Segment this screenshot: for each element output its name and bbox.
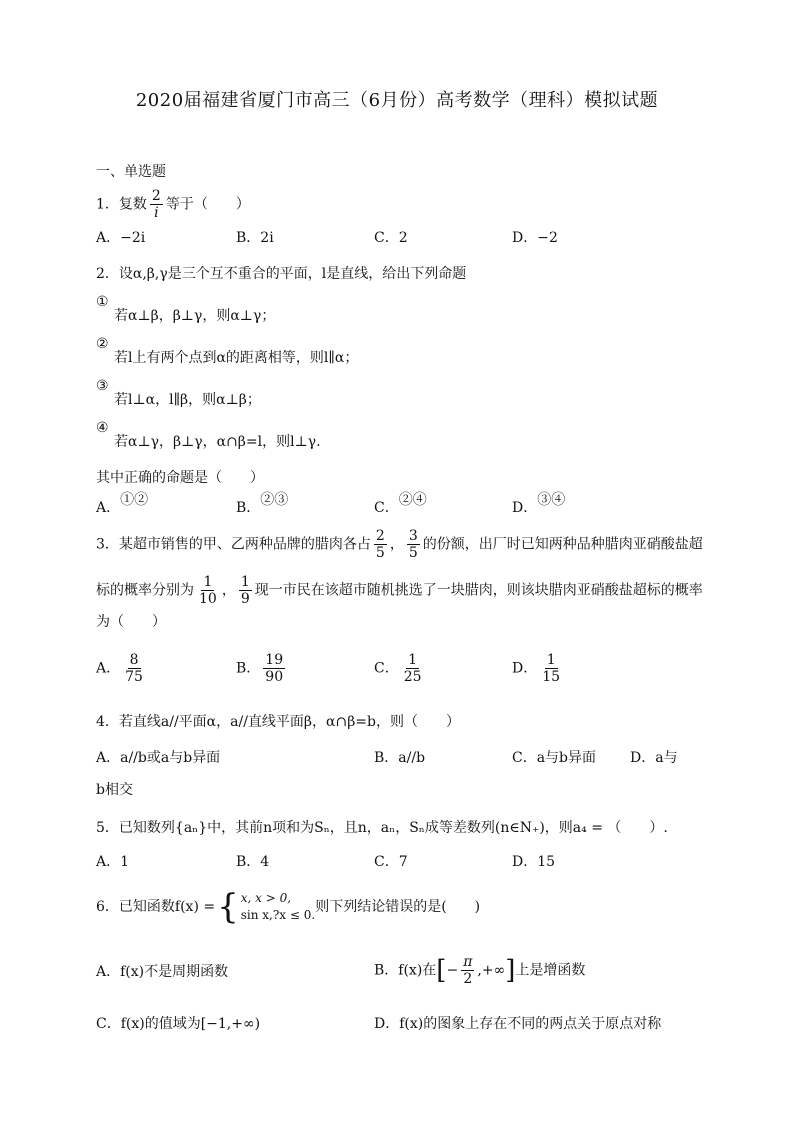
q6-case-1: x, x > 0,: [240, 891, 292, 905]
q2-item-2-text: 若l上有两个点到α的距离相等，则l∥α；: [114, 350, 359, 366]
q1-fraction: [150, 188, 163, 221]
q6-option-b-num: π: [463, 954, 473, 970]
q1-num: 2: [151, 188, 161, 204]
q2-option-c-label: C．: [374, 500, 399, 516]
q6-option-b-pre: B．f(x)在: [374, 962, 437, 979]
q6-bracket-left: [: [436, 955, 447, 986]
q6-bracket-right: ]: [505, 955, 516, 986]
question-3-line-3: 为（ ）: [96, 614, 166, 630]
q3-option-c-frac: [402, 652, 424, 685]
q3-option-b-frac: [263, 652, 285, 685]
q3-comma: ，: [389, 536, 404, 553]
q6-suffix: 则下列结论错误的是( ): [315, 899, 481, 915]
q6-option-b-frac: [461, 954, 474, 987]
q3-option-c-label: C．: [374, 660, 399, 677]
q6-option-b-den: 2: [463, 971, 473, 987]
q3-text-d: 现一市民在该超市随机挑选了一块腊肉，则该块腊肉亚硝酸盐超标的概率: [254, 582, 703, 599]
q3-option-a-frac: [123, 652, 145, 685]
q4-option-b: B．a//b: [374, 750, 426, 766]
q2-option-b-marks: ②③: [260, 492, 289, 508]
q2-option-d: [512, 492, 566, 518]
q4-option-d-wrap: b相交: [96, 782, 133, 798]
q3-f3-den: 10: [199, 591, 217, 607]
q6-option-c: C．f(x)的值域为[−1,+∞): [96, 1016, 261, 1032]
q4-option-d: D．a与: [630, 750, 678, 766]
q2-option-a-label: A．: [96, 500, 121, 516]
q3-option-c-den: 25: [403, 669, 422, 685]
q4-option-c: C．a与b异面: [512, 750, 597, 766]
q6-brace: {: [217, 887, 239, 927]
q2-question: 其中正确的命题是（ ）: [96, 470, 264, 486]
q3-f3-num: 1: [203, 574, 213, 590]
q2-option-b: [236, 492, 289, 518]
q3-f2-den: 5: [408, 545, 418, 561]
q3-option-a: [96, 652, 148, 685]
question-6-stem: [96, 887, 481, 927]
question-1: [96, 188, 250, 221]
q3-f1-den: 5: [375, 545, 385, 561]
q3-frac-4: [239, 574, 252, 607]
q6-piecewise: [215, 887, 316, 927]
q3-option-d-num: 1: [546, 652, 556, 668]
q6-option-b: B．f(x)在[− $\frac{\pi}{2}$ ,+∞]上是增函数: [374, 954, 586, 987]
q3-text-a: 3．某超市销售的甲、乙两种品牌的腊肉各占: [96, 536, 371, 553]
q3-text-c: 标的概率分别为: [96, 582, 194, 599]
q3-option-c-num: 1: [408, 652, 418, 668]
q6-prefix: 6．已知函数f(x) =: [96, 899, 216, 915]
q3-option-b: [236, 652, 288, 685]
q2-option-c: [374, 492, 427, 518]
q3-option-b-den: 90: [265, 669, 284, 685]
q3-f2-num: 3: [408, 528, 418, 544]
q3-option-c: [374, 652, 427, 685]
q5-option-b: B．4: [236, 854, 270, 870]
page-title: 2020届福建省厦门市高三（6月份）高考数学（理科）模拟试题: [135, 90, 659, 111]
q2-item-3-mark: ③: [96, 378, 109, 394]
q3-option-b-label: B．: [236, 660, 261, 677]
q3-frac-2: [407, 528, 420, 561]
q2-item-2-mark: ②: [96, 336, 109, 352]
q3-frac-1: [374, 528, 387, 561]
q2-item-1-mark: ①: [96, 294, 109, 310]
q1-suffix: 等于（ ）: [165, 196, 250, 213]
question-3-line-1: [96, 528, 703, 561]
q2-option-d-label: D．: [512, 500, 538, 516]
q1-option-b: B．2i: [236, 230, 274, 246]
q2-item-1-text: 若α⊥β，β⊥γ，则α⊥γ；: [114, 308, 276, 324]
q2-option-d-marks: ③④: [537, 492, 566, 508]
q3-f1-num: 2: [375, 528, 385, 544]
question-5-stem: 5．已知数列{aₙ}中，其前n项和为Sₙ，且n，aₙ，Sₙ成等差数列(n∈N₊)，则a₄ = （ ）.: [96, 820, 668, 836]
q2-option-b-label: B．: [236, 500, 261, 516]
q2-option-c-marks: ②④: [398, 492, 427, 508]
q5-option-c: C．7: [374, 854, 408, 870]
q5-option-a: A．1: [96, 854, 130, 870]
q3-option-a-label: A．: [96, 660, 121, 677]
q3-option-d: [512, 652, 565, 685]
q3-f4-den: 9: [240, 591, 250, 607]
q6-case-2: sin x,?x ≤ 0.: [240, 908, 316, 922]
q6-option-d: D．f(x)的图象上存在不同的两点关于原点对称: [374, 1016, 662, 1032]
question-3-line-2: [96, 574, 703, 607]
q6-cases: [241, 890, 315, 924]
q3-comma-2: ，: [221, 582, 236, 599]
q1-prefix: 1．复数: [96, 196, 147, 213]
q1-option-a: A．−2i: [96, 230, 146, 246]
q1-den: i: [154, 205, 159, 221]
section-heading: 一、单选题: [96, 164, 166, 180]
q2-item-4-mark: ④: [96, 420, 109, 436]
q5-option-d: D．15: [512, 854, 556, 870]
q6-option-a: A．f(x)不是周期函数: [96, 964, 229, 980]
q6-option-b-post: 上是增函数: [515, 962, 586, 979]
q2-item-3-text: 若l⊥α，l∥β，则α⊥β；: [114, 392, 261, 408]
q1-option-d: D．−2: [512, 230, 558, 246]
q3-option-a-num: 8: [129, 652, 139, 668]
q3-text-b: 的份额，出厂时已知两种品种腊肉亚硝酸盐超: [422, 536, 703, 553]
question-2-stem: 2．设α,β,γ是三个互不重合的平面，l是直线，给出下列命题: [96, 266, 467, 282]
q3-option-d-den: 15: [542, 669, 561, 685]
q3-f4-num: 1: [240, 574, 250, 590]
q3-option-d-label: D．: [512, 660, 538, 677]
q2-option-a-marks: ①②: [120, 492, 149, 508]
q3-option-d-frac: [540, 652, 562, 685]
q1-option-c: C．2: [374, 230, 408, 246]
question-4-stem: 4．若直线a//平面α，a//直线平面β，α∩β=b，则（ ）: [96, 714, 460, 730]
q6-option-b-rest: ,+∞: [477, 962, 506, 979]
q4-option-a: A．a//b或a与b异面: [96, 750, 221, 766]
q3-option-a-den: 75: [125, 669, 143, 685]
q3-frac-3: [197, 574, 219, 607]
q2-option-a: [96, 492, 149, 518]
q3-option-b-num: 19: [265, 652, 284, 668]
q2-item-4-text: 若α⊥γ，β⊥γ，α∩β=l，则l⊥γ.: [114, 434, 321, 450]
